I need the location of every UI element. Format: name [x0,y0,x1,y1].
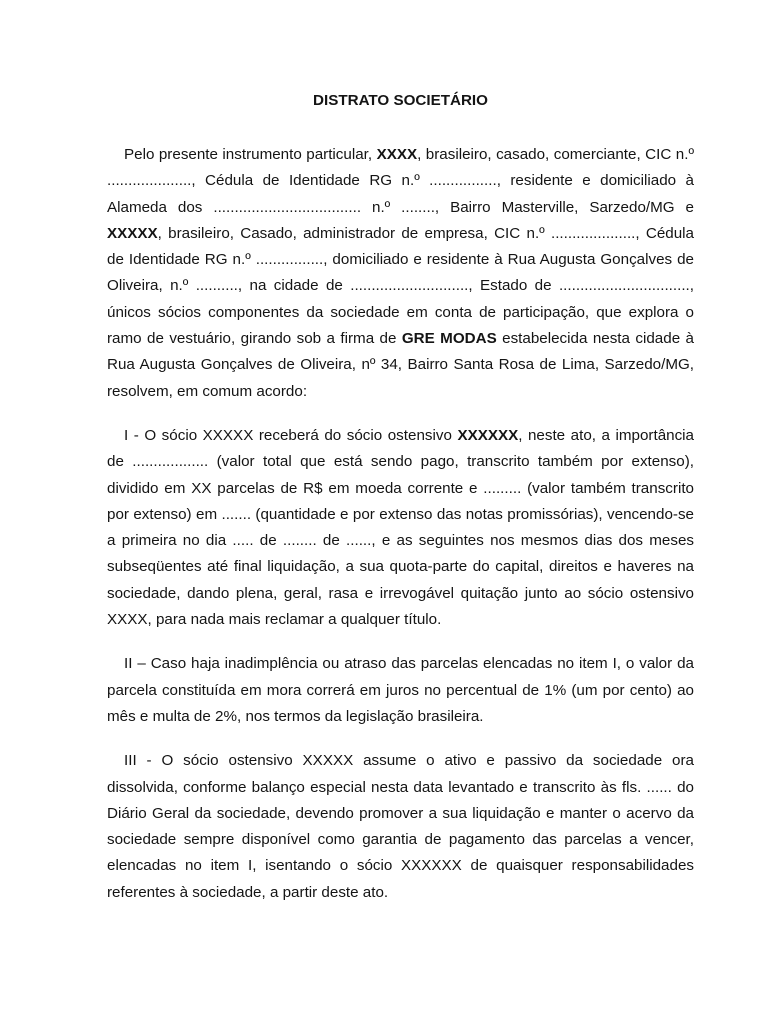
preamble-text-2: , brasileiro, casado, comerciante, CIC n.º ...................., Cédula de Identidade RG n.º ................, residente e domiciliado à Alameda dos ................................... n.º ........, Bairro Masterville, Sarzedo/MG e [107,146,694,216]
preamble-text-4: estabelecida nesta cidade à Rua Augusta Gonçalves de Oliveira, nº 34, Bairro Santa Rosa de Lima, Sarzedo/MG, resolvem, em comum acordo: [107,330,694,400]
preamble-text-1: Pelo presente instrumento particular, [124,146,377,163]
paragraph-clause-2: II – Caso haja inadimplência ou atraso das parcelas elencadas no item I, o valor da parcela constituída em mora correrá em juros no percentual de 1% (um por cento) ao mês e multa de 2%, nos termos da legislação brasileira. [107,655,694,725]
clause-1-text-1: I - O sócio XXXXX receberá do sócio ostensivo [124,426,458,444]
document-title: DISTRATO SOCIETÁRIO [313,92,488,109]
preamble-party-1: XXXX [376,146,418,163]
paragraph-clause-1 [107,423,694,633]
preamble-text-3: , brasileiro, Casado, administrador de empresa, CIC n.º ...................., Cédula de Identidade RG n.º ................, domiciliado e residente à Rua Augusta Gonçalves de Oliveira, n.º .........., na cidade de ............................, Estado de ..............................., únicos sócios componentes da sociedade em conta de participação, que explora o ramo de vestuário, girando sob a firma de [107,224,694,348]
preamble-party-2: XXXXX [107,224,158,242]
clause-1-party: XXXXXX [457,426,519,444]
clause-1-text-2: , neste ato, a importância de .................. (valor total que está sendo pago, transcrito também por extenso), dividido em XX parcelas de R$ em moeda corrente e ......... (valor também transcrito por extenso) em ....... (quantidade e por extenso das notas promissórias), vencendo-se a primeira no dia ..... de ........ de ......, e as seguintes nos mesmos dias dos meses subseqüentes até final liquidação, a sua quota-parte do capital, direitos e haveres na sociedade, dando plena, geral, rasa e irrevogável quitação junto ao sócio ostensivo XXXX, para nada mais reclamar a qualquer título. [107,426,694,629]
preamble-company-name: GRE MODAS [401,330,497,348]
paragraph-preamble [107,142,694,405]
paragraph-clause-3: III - O sócio ostensivo XXXXX assume o ativo e passivo da sociedade ora dissolvida, conforme balanço especial nesta data levantado e transcrito às fls. ...... do Diário Geral da sociedade, devendo promover a sua liquidação e manter o acervo da sociedade sempre disponível como garantia de pagamento das parcelas a vencer, elencadas no item I, isentando o sócio XXXXXX de quaisquer responsabilidades referentes à sociedade, a partir deste ato. [107,752,694,901]
